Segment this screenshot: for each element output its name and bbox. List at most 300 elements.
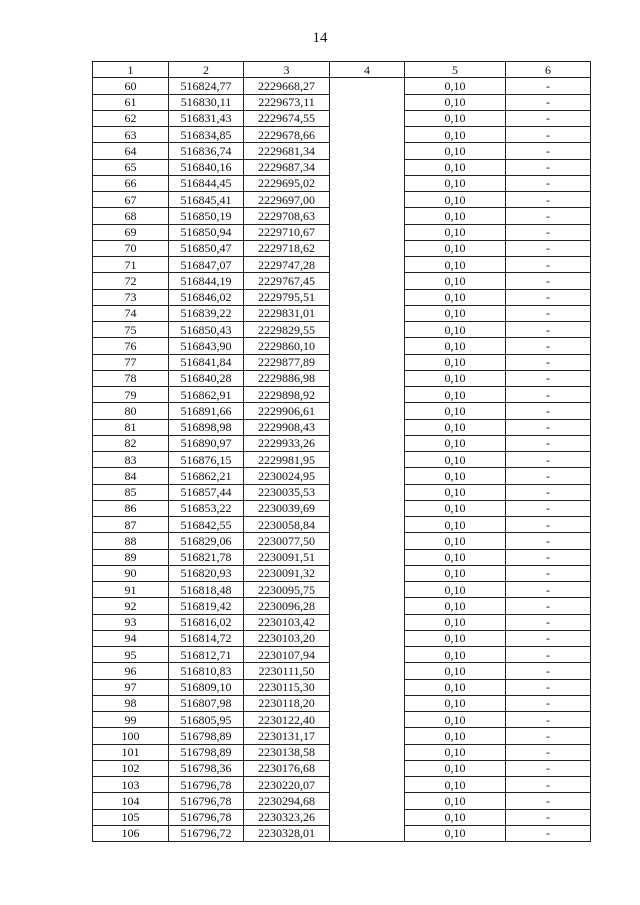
table-cell-col-1: 75 (93, 322, 169, 338)
table-cell-col-1: 91 (93, 582, 169, 598)
table-cell-col-3: 2229695,02 (244, 175, 330, 191)
table-cell-col-4 (330, 484, 405, 500)
table-cell-col-3: 2229697,00 (244, 192, 330, 208)
table-cell-col-4 (330, 435, 405, 451)
table-cell-col-1: 104 (93, 793, 169, 809)
table-cell-col-3: 2230111,50 (244, 663, 330, 679)
table-cell-col-3: 2229981,95 (244, 452, 330, 468)
table-cell-col-6: - (506, 305, 591, 321)
table-cell-col-1: 79 (93, 387, 169, 403)
table-cell-col-3: 2229674,55 (244, 110, 330, 126)
table-cell-col-6: - (506, 744, 591, 760)
table-cell-col-4 (330, 695, 405, 711)
table-row (93, 127, 591, 143)
table-row (93, 175, 591, 191)
table-cell-col-4 (330, 289, 405, 305)
table-cell-col-1: 67 (93, 192, 169, 208)
table-cell-col-3: 2229831,01 (244, 305, 330, 321)
table-cell-col-4 (330, 533, 405, 549)
table-cell-col-4 (330, 240, 405, 256)
table-cell-col-1: 72 (93, 273, 169, 289)
table-row (93, 289, 591, 305)
table-body (93, 78, 591, 842)
table-cell-col-5: 0,10 (405, 760, 506, 776)
table-cell-col-6: - (506, 728, 591, 744)
table-cell-col-5: 0,10 (405, 452, 506, 468)
table-cell-col-5: 0,10 (405, 94, 506, 110)
table-cell-col-2: 516843,90 (169, 338, 244, 354)
table-cell-col-6: - (506, 549, 591, 565)
table-cell-col-2: 516824,77 (169, 78, 244, 94)
table-cell-col-3: 2230091,32 (244, 565, 330, 581)
table-cell-col-4 (330, 809, 405, 825)
table-cell-col-1: 106 (93, 825, 169, 841)
table-cell-col-5: 0,10 (405, 825, 506, 841)
table-cell-col-2: 516805,95 (169, 712, 244, 728)
table-cell-col-2: 516814,72 (169, 630, 244, 646)
table-cell-col-5: 0,10 (405, 435, 506, 451)
table-cell-col-6: - (506, 240, 591, 256)
table-cell-col-2: 516840,28 (169, 370, 244, 386)
table-cell-col-3: 2229860,10 (244, 338, 330, 354)
table-cell-col-3: 2229908,43 (244, 419, 330, 435)
table-cell-col-2: 516812,71 (169, 647, 244, 663)
table-cell-col-3: 2230091,51 (244, 549, 330, 565)
table-cell-col-6: - (506, 403, 591, 419)
table-cell-col-3: 2229767,45 (244, 273, 330, 289)
table-row (93, 110, 591, 126)
table-row (93, 809, 591, 825)
table-cell-col-3: 2230220,07 (244, 777, 330, 793)
table-cell-col-2: 516796,78 (169, 777, 244, 793)
table-cell-col-5: 0,10 (405, 712, 506, 728)
table-cell-col-1: 70 (93, 240, 169, 256)
table-cell-col-6: - (506, 78, 591, 94)
table-header-row (93, 62, 591, 78)
table-cell-col-3: 2230115,30 (244, 679, 330, 695)
table-cell-col-4 (330, 517, 405, 533)
table-cell-col-4 (330, 127, 405, 143)
table-cell-col-5: 0,10 (405, 110, 506, 126)
table-cell-col-2: 516846,02 (169, 289, 244, 305)
table-cell-col-4 (330, 338, 405, 354)
table-cell-col-5: 0,10 (405, 695, 506, 711)
table-cell-col-3: 2229708,63 (244, 208, 330, 224)
table-cell-col-5: 0,10 (405, 78, 506, 94)
table-cell-col-6: - (506, 793, 591, 809)
table-cell-col-5: 0,10 (405, 224, 506, 240)
table-cell-col-2: 516798,89 (169, 744, 244, 760)
table-row (93, 452, 591, 468)
table-row (93, 549, 591, 565)
table-cell-col-1: 62 (93, 110, 169, 126)
table-cell-col-4 (330, 712, 405, 728)
table-cell-col-1: 81 (93, 419, 169, 435)
table-cell-col-5: 0,10 (405, 240, 506, 256)
table-cell-col-2: 516816,02 (169, 614, 244, 630)
table-cell-col-3: 2230328,01 (244, 825, 330, 841)
table-cell-col-4 (330, 647, 405, 663)
table-cell-col-3: 2229906,61 (244, 403, 330, 419)
table-cell-col-2: 516809,10 (169, 679, 244, 695)
table-cell-col-2: 516834,85 (169, 127, 244, 143)
table-row (93, 419, 591, 435)
table-cell-col-4 (330, 94, 405, 110)
table-cell-col-5: 0,10 (405, 614, 506, 630)
table-cell-col-2: 516850,19 (169, 208, 244, 224)
table-cell-col-5: 0,10 (405, 793, 506, 809)
table-cell-col-3: 2230103,42 (244, 614, 330, 630)
table-cell-col-3: 2229673,11 (244, 94, 330, 110)
table-cell-col-4 (330, 273, 405, 289)
table-cell-col-6: - (506, 777, 591, 793)
table-row (93, 793, 591, 809)
table-cell-col-2: 516862,21 (169, 468, 244, 484)
table-cell-col-4 (330, 452, 405, 468)
table-cell-col-2: 516798,89 (169, 728, 244, 744)
table-cell-col-2: 516844,45 (169, 175, 244, 191)
table-cell-col-6: - (506, 354, 591, 370)
table-cell-col-4 (330, 825, 405, 841)
table-row (93, 354, 591, 370)
table-cell-col-4 (330, 582, 405, 598)
table-cell-col-5: 0,10 (405, 728, 506, 744)
table-cell-col-5: 0,10 (405, 663, 506, 679)
table-cell-col-5: 0,10 (405, 354, 506, 370)
table-cell-col-4 (330, 565, 405, 581)
table-row (93, 192, 591, 208)
table-cell-col-2: 516891,66 (169, 403, 244, 419)
page-number: 14 (312, 30, 328, 46)
table-cell-col-6: - (506, 159, 591, 175)
table-cell-col-6: - (506, 224, 591, 240)
table-cell-col-5: 0,10 (405, 338, 506, 354)
table-cell-col-1: 95 (93, 647, 169, 663)
table-cell-col-3: 2229681,34 (244, 143, 330, 159)
table-cell-col-2: 516857,44 (169, 484, 244, 500)
table-cell-col-3: 2230035,53 (244, 484, 330, 500)
table-cell-col-1: 60 (93, 78, 169, 94)
column-header-3: 3 (244, 62, 330, 78)
table-cell-col-6: - (506, 663, 591, 679)
table-cell-col-1: 80 (93, 403, 169, 419)
table-cell-col-1: 90 (93, 565, 169, 581)
table-cell-col-6: - (506, 614, 591, 630)
table-cell-col-1: 86 (93, 500, 169, 516)
table-cell-col-3: 2229687,34 (244, 159, 330, 175)
table-cell-col-5: 0,10 (405, 809, 506, 825)
table-cell-col-1: 82 (93, 435, 169, 451)
table-cell-col-3: 2230323,26 (244, 809, 330, 825)
column-header-4: 4 (330, 62, 405, 78)
table-cell-col-2: 516798,36 (169, 760, 244, 776)
table-cell-col-3: 2230077,50 (244, 533, 330, 549)
coordinates-table (92, 61, 591, 842)
table-cell-col-5: 0,10 (405, 468, 506, 484)
table-cell-col-6: - (506, 338, 591, 354)
table-row (93, 663, 591, 679)
table-row (93, 744, 591, 760)
table-cell-col-6: - (506, 419, 591, 435)
table-cell-col-4 (330, 744, 405, 760)
table-row (93, 468, 591, 484)
table-cell-col-3: 2229678,66 (244, 127, 330, 143)
table-cell-col-1: 84 (93, 468, 169, 484)
table-cell-col-1: 103 (93, 777, 169, 793)
table-row (93, 224, 591, 240)
table-cell-col-1: 89 (93, 549, 169, 565)
table-cell-col-4 (330, 468, 405, 484)
table-cell-col-6: - (506, 533, 591, 549)
table-cell-col-4 (330, 110, 405, 126)
table-cell-col-2: 516796,78 (169, 809, 244, 825)
table-cell-col-2: 516850,94 (169, 224, 244, 240)
table-cell-col-5: 0,10 (405, 387, 506, 403)
table-cell-col-6: - (506, 582, 591, 598)
table-row (93, 630, 591, 646)
table-cell-col-3: 2229747,28 (244, 257, 330, 273)
table-cell-col-2: 516820,93 (169, 565, 244, 581)
table-cell-col-3: 2230096,28 (244, 598, 330, 614)
table-cell-col-4 (330, 354, 405, 370)
table-cell-col-6: - (506, 143, 591, 159)
table-cell-col-2: 516850,43 (169, 322, 244, 338)
table-cell-col-5: 0,10 (405, 598, 506, 614)
table-cell-col-5: 0,10 (405, 500, 506, 516)
table-cell-col-2: 516841,84 (169, 354, 244, 370)
table-row (93, 435, 591, 451)
table-cell-col-5: 0,10 (405, 419, 506, 435)
table-cell-col-1: 102 (93, 760, 169, 776)
table-row (93, 582, 591, 598)
table-cell-col-2: 516796,72 (169, 825, 244, 841)
table-cell-col-5: 0,10 (405, 127, 506, 143)
table-cell-col-5: 0,10 (405, 630, 506, 646)
table-cell-col-2: 516839,22 (169, 305, 244, 321)
table-row (93, 273, 591, 289)
table-cell-col-5: 0,10 (405, 208, 506, 224)
table-row (93, 403, 591, 419)
table-cell-col-3: 2229933,26 (244, 435, 330, 451)
table-cell-col-2: 516818,48 (169, 582, 244, 598)
table-row (93, 208, 591, 224)
table-cell-col-4 (330, 192, 405, 208)
table-cell-col-5: 0,10 (405, 403, 506, 419)
table-cell-col-3: 2229886,98 (244, 370, 330, 386)
table-cell-col-6: - (506, 387, 591, 403)
table-cell-col-5: 0,10 (405, 273, 506, 289)
table-cell-col-1: 73 (93, 289, 169, 305)
table-cell-col-3: 2230138,58 (244, 744, 330, 760)
table-cell-col-1: 94 (93, 630, 169, 646)
table-cell-col-1: 85 (93, 484, 169, 500)
table-cell-col-6: - (506, 565, 591, 581)
table-cell-col-3: 2229898,92 (244, 387, 330, 403)
table-row (93, 484, 591, 500)
table-cell-col-2: 516890,97 (169, 435, 244, 451)
table-cell-col-5: 0,10 (405, 549, 506, 565)
table-cell-col-1: 93 (93, 614, 169, 630)
table-row (93, 695, 591, 711)
table-row (93, 338, 591, 354)
table-cell-col-1: 61 (93, 94, 169, 110)
table-cell-col-3: 2230024,95 (244, 468, 330, 484)
table-cell-col-6: - (506, 127, 591, 143)
table-cell-col-4 (330, 760, 405, 776)
table-cell-col-6: - (506, 679, 591, 695)
table-cell-col-3: 2230103,20 (244, 630, 330, 646)
table-cell-col-6: - (506, 370, 591, 386)
column-header-1: 1 (93, 62, 169, 78)
table-row (93, 387, 591, 403)
table-row (93, 500, 591, 516)
table-cell-col-3: 2230294,68 (244, 793, 330, 809)
table-cell-col-2: 516850,47 (169, 240, 244, 256)
table-cell-col-6: - (506, 322, 591, 338)
table-cell-col-1: 69 (93, 224, 169, 240)
table-cell-col-3: 2230058,84 (244, 517, 330, 533)
table-cell-col-2: 516844,19 (169, 273, 244, 289)
table-row (93, 322, 591, 338)
table-row (93, 760, 591, 776)
table-cell-col-4 (330, 500, 405, 516)
table-cell-col-1: 76 (93, 338, 169, 354)
table-cell-col-5: 0,10 (405, 679, 506, 695)
table-cell-col-4 (330, 419, 405, 435)
table-cell-col-2: 516830,11 (169, 94, 244, 110)
table-cell-col-2: 516847,07 (169, 257, 244, 273)
column-header-2: 2 (169, 62, 244, 78)
table-row (93, 240, 591, 256)
table-cell-col-4 (330, 598, 405, 614)
table-row (93, 305, 591, 321)
column-header-5: 5 (405, 62, 506, 78)
table-row (93, 598, 591, 614)
table-cell-col-4 (330, 663, 405, 679)
table-cell-col-6: - (506, 257, 591, 273)
table-cell-col-4 (330, 78, 405, 94)
table-cell-col-5: 0,10 (405, 159, 506, 175)
table-cell-col-6: - (506, 94, 591, 110)
table-cell-col-1: 96 (93, 663, 169, 679)
table-cell-col-2: 516821,78 (169, 549, 244, 565)
table-cell-col-6: - (506, 809, 591, 825)
table-cell-col-5: 0,10 (405, 289, 506, 305)
table-cell-col-5: 0,10 (405, 370, 506, 386)
table-cell-col-3: 2230095,75 (244, 582, 330, 598)
table-cell-col-2: 516831,43 (169, 110, 244, 126)
table-cell-col-1: 74 (93, 305, 169, 321)
table-cell-col-5: 0,10 (405, 517, 506, 533)
table-cell-col-1: 77 (93, 354, 169, 370)
table-cell-col-3: 2230107,94 (244, 647, 330, 663)
table-cell-col-1: 100 (93, 728, 169, 744)
table-cell-col-5: 0,10 (405, 533, 506, 549)
table-cell-col-5: 0,10 (405, 744, 506, 760)
table-cell-col-2: 516829,06 (169, 533, 244, 549)
table-cell-col-6: - (506, 208, 591, 224)
table-cell-col-5: 0,10 (405, 192, 506, 208)
table-row (93, 517, 591, 533)
table-cell-col-5: 0,10 (405, 322, 506, 338)
table-cell-col-2: 516810,83 (169, 663, 244, 679)
table-row (93, 614, 591, 630)
table-cell-col-5: 0,10 (405, 565, 506, 581)
table-cell-col-6: - (506, 110, 591, 126)
table-cell-col-4 (330, 614, 405, 630)
table-cell-col-1: 101 (93, 744, 169, 760)
table-cell-col-4 (330, 387, 405, 403)
table-cell-col-4 (330, 549, 405, 565)
table-cell-col-4 (330, 159, 405, 175)
table-row (93, 257, 591, 273)
table-cell-col-1: 64 (93, 143, 169, 159)
table-cell-col-6: - (506, 598, 591, 614)
table-cell-col-6: - (506, 468, 591, 484)
table-cell-col-6: - (506, 825, 591, 841)
table-cell-col-6: - (506, 484, 591, 500)
table-cell-col-3: 2230122,40 (244, 712, 330, 728)
table-cell-col-3: 2230039,69 (244, 500, 330, 516)
table-row (93, 94, 591, 110)
table-cell-col-6: - (506, 647, 591, 663)
table-cell-col-6: - (506, 517, 591, 533)
table-cell-col-4 (330, 257, 405, 273)
table-cell-col-3: 2229877,89 (244, 354, 330, 370)
table-row (93, 777, 591, 793)
table-cell-col-3: 2230118,20 (244, 695, 330, 711)
table-cell-col-2: 516898,98 (169, 419, 244, 435)
table-cell-col-4 (330, 793, 405, 809)
column-header-6: 6 (506, 62, 591, 78)
table-cell-col-1: 87 (93, 517, 169, 533)
table-cell-col-5: 0,10 (405, 647, 506, 663)
table-cell-col-1: 97 (93, 679, 169, 695)
table-cell-col-5: 0,10 (405, 143, 506, 159)
table-cell-col-2: 516819,42 (169, 598, 244, 614)
table-cell-col-1: 71 (93, 257, 169, 273)
table-row (93, 712, 591, 728)
table-cell-col-2: 516876,15 (169, 452, 244, 468)
table-cell-col-3: 2229668,27 (244, 78, 330, 94)
table-cell-col-1: 99 (93, 712, 169, 728)
table-cell-col-1: 78 (93, 370, 169, 386)
table-cell-col-6: - (506, 630, 591, 646)
table-row (93, 647, 591, 663)
table-cell-col-4 (330, 143, 405, 159)
table-cell-col-3: 2229829,55 (244, 322, 330, 338)
table-cell-col-1: 83 (93, 452, 169, 468)
table-row (93, 533, 591, 549)
table-row (93, 728, 591, 744)
table-cell-col-5: 0,10 (405, 777, 506, 793)
table-cell-col-4 (330, 630, 405, 646)
table-cell-col-2: 516845,41 (169, 192, 244, 208)
table-cell-col-6: - (506, 760, 591, 776)
table-cell-col-1: 63 (93, 127, 169, 143)
table-cell-col-2: 516853,22 (169, 500, 244, 516)
table-row (93, 825, 591, 841)
table-cell-col-2: 516862,91 (169, 387, 244, 403)
table-cell-col-4 (330, 728, 405, 744)
table-row (93, 159, 591, 175)
table-cell-col-3: 2229718,62 (244, 240, 330, 256)
table-cell-col-1: 66 (93, 175, 169, 191)
table-row (93, 565, 591, 581)
table-row (93, 143, 591, 159)
table-cell-col-6: - (506, 192, 591, 208)
table-cell-col-1: 65 (93, 159, 169, 175)
